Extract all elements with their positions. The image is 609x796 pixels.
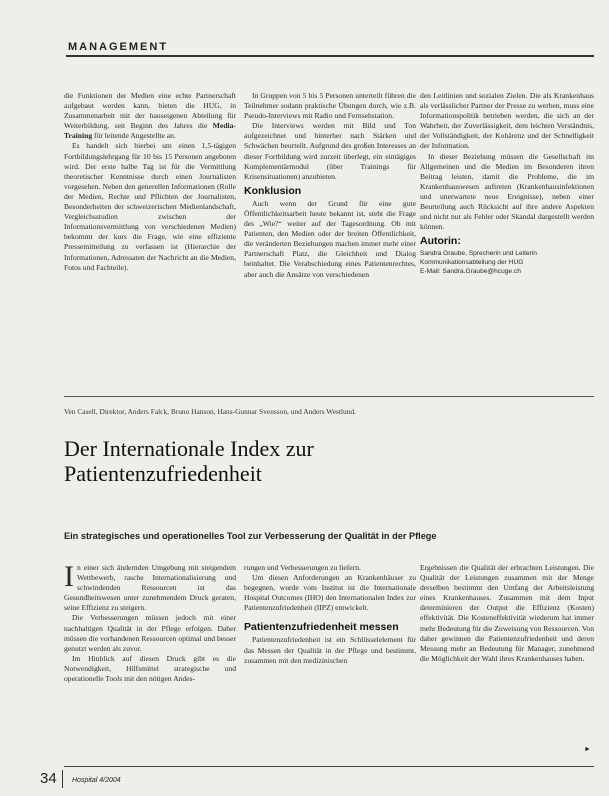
paragraph: In Gruppen von 5 bis 5 Personen unterteilt führen die Teilnehmer sodann praktische Übungen durch, wie z.B. Pseudo-Interviews mit Radio und Fernsehstation. (244, 91, 416, 121)
emphasis-text: Media-Training (64, 121, 236, 141)
article-column-1 (64, 560, 236, 684)
paragraph: Die Interviews werden mit Bild und Ton aufgezeichnet und hinterher nach Stärken und Schwächen beurteilt. Aufgrund des großen Interesses an dieser Fortbildung wird zurzeit überlegt, ein eintägiges Komplementärmodul (über Trainings für Krisensituationen) anzubieten. (244, 121, 416, 181)
article-authors: Ven Casell, Direktor, Anders Falck, Bruno Hanson, Hans-Gunnar Svensson, und Anders Westlund. (64, 407, 356, 416)
page-number: 34 (40, 770, 57, 787)
footer-separator (62, 770, 63, 788)
paragraph: In dieser Beziehung müssen die Gesellschaft im Allgemeinen und die Medien im Besonderen ihren Beitrag leisten, damit die Probleme, die im Krankenhauswesen auftreten (Krankenhausinfektionen und unerwartete neue Ereignisse), neben einer Beurteilung auch Rücksicht auf ihre andere Aspekten und nicht nur als Fehler oder Skandal dargestellt werden können. (420, 151, 594, 232)
author-heading: Autorin: (420, 235, 461, 248)
paragraph: Ergebnissen die Qualität der erbrachten Leistungen. Die Qualität der Leistungen zusammen mit der Menge derselben bestimmt den Umfang der Arbeitsleistung eines Krankenhauses. Zusammen mit dem Input determinieren der Output die Effizienz (Kosten) effektivität. Die Kosteneffektivität wiederum hat immer mehr Bedeutung für die Zuweisung von Ressourcen. Von daher gewinnen die Patientenzufriedenheit und deren Messung mehr an Bedeutung für Manager, zunehmend die Möglichkeit der Wahl ihres Krankenhauses haben. (420, 563, 594, 663)
author-email: E-Mail: Sandra.Graube@hcuge.ch (420, 268, 521, 276)
paragraph: Auch wenn der Grund für eine gute Öffentlichkeitsarbeit heute bekannt ist, steht die Frage des „Wie?“ weiter auf der Tagesordnung. Ob mit Patienten, den Medien oder der breiten Öffentlichkeit, die veränderten Beziehungen machen immer mehr einer Partnerschaft Platz, die Gleichheit und Dialog beinhaltet. Die Verabschiedung eines Patientenrechtes, aber auch die Ansätze von verschiedenen (244, 198, 416, 279)
section-heading: Konklusion (244, 184, 302, 197)
section-label: MANAGEMENT (68, 41, 169, 53)
header-rule (66, 55, 594, 57)
separator-rule (64, 396, 594, 397)
journal-name: Hospital 4/2004 (72, 777, 121, 784)
drop-cap: I (64, 560, 74, 593)
author-line: Sandra Graube, Sprecherin und Leiterin (420, 250, 537, 258)
paragraph: rungen und Verbesserungen zu liefern. (244, 563, 361, 572)
section-heading: Patientenzufriedenheit messen (244, 621, 399, 634)
paragraph: Im Hinblick auf diesen Druck gibt es die Notwendigkeit, Hilfsmittel strategische und operationelle Tools mit den nötigen Andes- (64, 653, 236, 684)
article-column-3 (420, 563, 594, 664)
top-column-1 (64, 91, 236, 273)
top-column-2 (244, 91, 416, 280)
paragraph: Um diesen Anforderungen an Krankenhäuser zu begegnen, wurde vom Institut ist die Internationale Hospital Outcomes (IHO) den Internationalen Index zur Patientenzufriedenheit (IIPZ) entwickelt. (244, 573, 416, 613)
paragraph: Patientenzufriedenheit ist ein Schlüsselelement für das Messen der Qualität in der Pflege und bestimmt, zusammen mit den medizinischen (244, 635, 416, 665)
article-subtitle: Ein strategisches und operationelles Tool zur Verbesserung der Qualität in der Pflege (64, 531, 437, 541)
paragraph: Die Verbesserungen müssen jedoch mit einer nachhaltigen Qualität in der Pflege erfolgen. Daher müssen die vorhandenen Ressourcen optimal und besser genutzt werden als zuvor. (64, 613, 236, 653)
article-column-2 (244, 563, 416, 666)
continue-arrow-icon: ► (584, 745, 591, 753)
paragraph: Es handelt sich hierbei um einen 1,5-tägigen Fortbildungslehrgang für 10 bis 15 Personen angeboten wird. Der erste halbe Tag ist für die Vermittlung theoretischer Kenntnisse durch einen Journalisten vorgesehen. Neben den generellen Informationen (Rolle der Medien, Rechte und Pflichten der Journalisten, Besonderheiten der schweizerischen Medienlandschaft, Vergleichsstudien zwischen der Informationsvermittlung von verschiedenen Medien) bekommt der kurs die Frage, wie eine effiziente Pressemitteilung zu verfassen ist (Hierarchie der Informationen, Adressaten der Nachricht an die Medien, Fotos und Fachteile). (64, 141, 236, 272)
paragraph: In einer sich ändernden Umgebung mit steigendem Wettbewerb, rasche Internationalisierung und schwindenden Ressourcen ist das Gesundheitswesen unter zunehmendem Druck geraten, seine Effizienz zu steigern. (64, 560, 236, 613)
author-line: Kommunikationsabteilung der HUG (420, 259, 524, 267)
paragraph: den Leitlinien und sozialen Zielen. Die als Krankenhaus als verlässlicher Partner der Presse zu werben, muss eine Informationspolitik betrieben werden, die sich an der Wahrheit, der Zuverlässigkeit, dem leichten Verständnis, der Vollständigkeit, der Kohärenz und der Schnelligkeit der Information. (420, 91, 594, 151)
top-column-3 (420, 91, 594, 276)
paragraph: die Funktionen der Medien eine echte Partnerschaft aufgebaut werden kann, bieten die HUG, in Zusammenarbeit mit der hauseigenen Abteilung für Weiterbildung, seit Beginn des Jahres die Media-Training für leitende Angestellte an. (64, 91, 236, 141)
footer-rule (64, 766, 594, 767)
article-title: Der Internationale Index zur Patientenzufriedenheit (64, 436, 314, 486)
